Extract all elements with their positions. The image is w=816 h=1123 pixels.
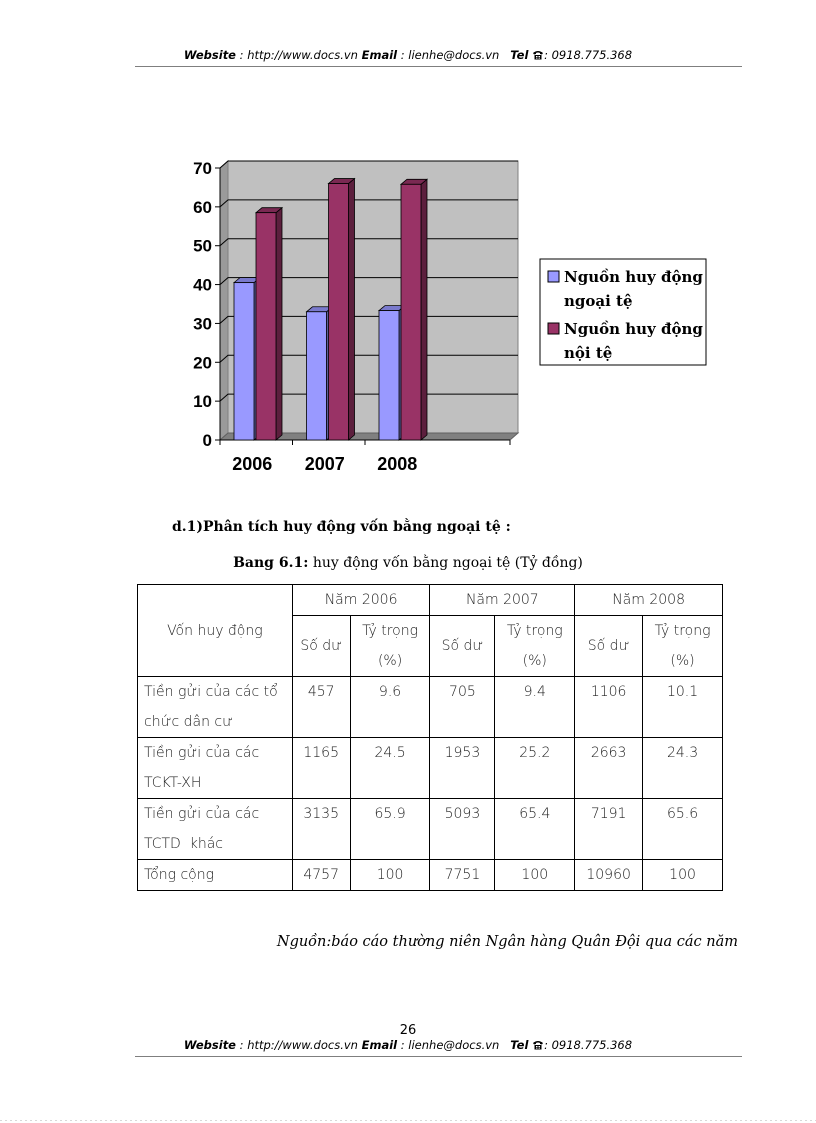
legend-label: ngoại tệ [564,292,633,310]
row-label [138,738,293,799]
tel-value: : 0918.775.368 [544,48,633,62]
table-cell: 7191 [575,799,643,860]
header-cell-year-2006: Năm 2006 [292,585,430,616]
email-value[interactable]: lienhe@docs.vn [408,48,500,62]
table-cell: 4757 [292,860,350,891]
y-tick-label: 0 [202,431,212,450]
email-value[interactable]: lienhe@docs.vn [408,1038,500,1052]
row-label: Tổng cộng [138,860,293,891]
tel-label: Tel [510,48,529,62]
subheader-ratio [495,616,575,677]
header-cell-year-2007: Năm 2007 [430,585,575,616]
tel-label: Tel [510,1038,529,1052]
table-header-row [138,585,723,616]
legend-label: Nguồn huy động [564,320,703,338]
table-row [138,799,723,860]
bar-2006-series-1 [234,283,254,440]
y-tick-label: 30 [193,314,212,334]
phone-icon [532,1040,544,1050]
email-sep: : [397,1038,409,1052]
subheader-ratio-line2: (%) [522,653,547,669]
header-cell-year-2008: Năm 2008 [575,585,723,616]
table-cell: 65.4 [495,799,575,860]
table-cell: 24.3 [643,738,723,799]
table-cell: 5093 [430,799,495,860]
y-tick-label: 10 [193,392,212,412]
x-tick-label: 2007 [304,454,345,474]
table-cell: 705 [430,677,495,738]
x-tick-label: 2008 [377,454,418,474]
subheader-ratio-line2: (%) [670,653,695,669]
header-cell-von-huy-dong: Vốn huy động [138,585,293,677]
row-label-line2: chức dân cư [144,714,234,730]
subheader-ratio-line1: Tỷ trọng [506,623,563,639]
table-row [138,677,723,738]
y-tick-label: 60 [193,197,212,217]
table-cell: 1165 [292,738,350,799]
subheader-ratio [350,616,430,677]
bar-2007-series-2 [329,184,349,440]
phone-icon [532,50,544,60]
header-rule [135,66,742,67]
bar-2007-series-1 [307,312,327,440]
bar-chart [188,148,718,488]
table-cell: 100 [643,860,723,891]
email-sep: : [397,48,409,62]
bar-2008-series-1 [379,311,399,440]
legend-label: nội tệ [564,344,613,362]
bar-2008-series-2 [401,184,421,440]
page-number: 26 [399,1023,417,1038]
page-header [0,48,816,62]
table-cell: 25.2 [495,738,575,799]
bar-side [349,179,355,440]
table-cell: 7751 [430,860,495,891]
bar-2006-series-2 [256,213,276,440]
website-sep: : [236,48,248,62]
website-label: Website [183,1038,236,1052]
row-label-line1: Tiền gửi của các [144,806,260,822]
table-cell: 65.6 [643,799,723,860]
table-caption [0,555,816,571]
table-cell: 3135 [292,799,350,860]
y-tick-label: 20 [193,353,212,373]
row-label-line2: TCTD khác [144,836,223,852]
website-url[interactable]: http://www.docs.vn [247,1038,358,1052]
section-heading: d.1)Phân tích huy động vốn bằng ngoại tệ : [172,519,511,535]
page-bottom-edge [0,1120,816,1121]
website-url[interactable]: http://www.docs.vn [247,48,358,62]
table-total-row [138,860,723,891]
tel-value: : 0918.775.368 [544,1038,633,1052]
bar-side [276,208,282,440]
row-label-line1: Tiền gửi của các tổ [144,684,278,700]
table-cell: 100 [495,860,575,891]
legend-swatch [548,323,559,334]
y-tick-label: 50 [193,236,212,256]
subheader-ratio [643,616,723,677]
page-footer [0,1038,816,1052]
table-cell: 10.1 [643,677,723,738]
row-label-line2: TCKT-XH [144,775,202,791]
table-row [138,738,723,799]
data-table [137,584,723,891]
table-cell: 9.6 [350,677,430,738]
y-tick-label: 40 [193,275,212,295]
table-caption-number: Bang 6.1: [233,555,309,571]
subheader-amount: Số dư [575,616,643,677]
table-cell: 100 [350,860,430,891]
table-cell: 9.4 [495,677,575,738]
x-tick-label: 2006 [232,454,273,474]
table-cell: 65.9 [350,799,430,860]
email-label: Email [361,1038,398,1052]
footer-rule [135,1056,742,1057]
email-label: Email [361,48,398,62]
row-label-line1: Tiền gửi của các [144,745,260,761]
legend-label: Nguồn huy động [564,268,703,286]
table-cell: 457 [292,677,350,738]
y-tick-label: 70 [193,159,212,178]
website-label: Website [183,48,236,62]
subheader-amount: Số dư [430,616,495,677]
source-note: Nguồn:báo cáo thường niên Ngân hàng Quân Đội qua các năm [276,934,738,950]
table-cell: 1953 [430,738,495,799]
bar-side [421,179,427,440]
subheader-ratio-line2: (%) [377,653,403,669]
table-cell: 24.5 [350,738,430,799]
row-label [138,799,293,860]
subheader-ratio-line1: Tỷ trọng [362,623,418,639]
table-caption-text: huy động vốn bằng ngoại tệ (Tỷ đồng) [308,555,583,571]
subheader-ratio-line1: Tỷ trọng [654,623,711,639]
table-cell: 10960 [575,860,643,891]
table-cell: 2663 [575,738,643,799]
subheader-amount: Số dư [292,616,350,677]
row-label [138,677,293,738]
legend-swatch [548,271,559,282]
table-cell: 1106 [575,677,643,738]
website-sep: : [236,1038,248,1052]
